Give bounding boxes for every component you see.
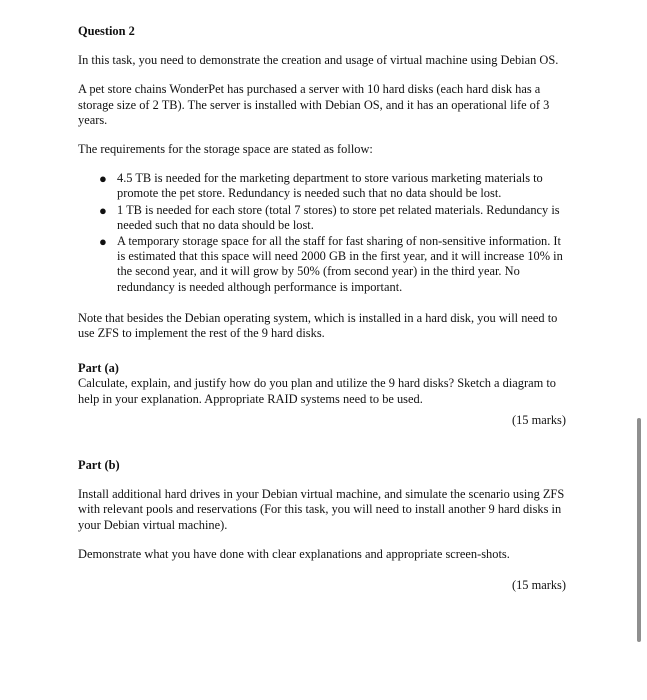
question-document: [78, 24, 570, 593]
part-b-section: [78, 458, 570, 593]
bullet-icon: ●: [99, 171, 107, 187]
requirements-list: [78, 171, 570, 295]
requirement-text: A temporary storage space for all the staff for fast sharing of non-sensitive information. It is estimated that this space will need 2000 GB in the first year, and it will increase 10% in the second year, and it will grow by 50% (from second year) in the third year. No redundancy is needed although performance is important.: [117, 234, 563, 294]
question-heading: Question 2: [78, 24, 135, 38]
requirements-intro: The requirements for the storage space are stated as follow:: [78, 142, 373, 157]
bullet-icon: ●: [99, 202, 107, 218]
part-a-marks: (15 marks): [511, 412, 566, 427]
part-a-section: [78, 361, 570, 428]
scenario-paragraph: A pet store chains WonderPet has purchased a server with 10 hard disks (each hard disk has a storage size of 2 TB). The server is installed with Debian OS, and it has an operational life of 3 years.: [78, 82, 550, 127]
part-b-title: Part (b): [78, 458, 120, 473]
list-item: [99, 202, 570, 233]
part-b-instruction: Demonstrate what you have done with clear explanations and appropriate screen-shots.: [78, 546, 510, 561]
note-paragraph: Note that besides the Debian operating system, which is installed in a hard disk, you will need to use ZFS to implement the rest of the 9 hard disks.: [78, 310, 558, 341]
list-item: [99, 234, 570, 295]
bullet-icon: ●: [99, 234, 107, 250]
requirement-text: 4.5 TB is needed for the marketing department to store various marketing materials to promote the pet store. Redundancy is needed such that no data should be lost.: [117, 171, 543, 201]
part-b-marks: (15 marks): [511, 578, 566, 593]
part-b-body: Install additional hard drives in your Debian virtual machine, and simulate the scenario using ZFS with relevant pools and reservations (For this task, you will need to install another 9 hard disks in your Debian virtual machine).: [78, 487, 565, 532]
part-a-body: Calculate, explain, and justify how do you plan and utilize the 9 hard disks? Sketch a diagram to help in your explanation. Appropriate RAID systems need to be used.: [78, 376, 556, 406]
requirement-text: 1 TB is needed for each store (total 7 stores) to store pet related materials. Redundancy is needed such that no data should be lost.: [117, 202, 560, 232]
intro-paragraph: In this task, you need to demonstrate the creation and usage of virtual machine using Debian OS.: [78, 53, 559, 68]
part-a-title: Part (a): [78, 361, 119, 376]
vertical-scrollbar[interactable]: [637, 418, 641, 642]
list-item: [99, 171, 570, 201]
